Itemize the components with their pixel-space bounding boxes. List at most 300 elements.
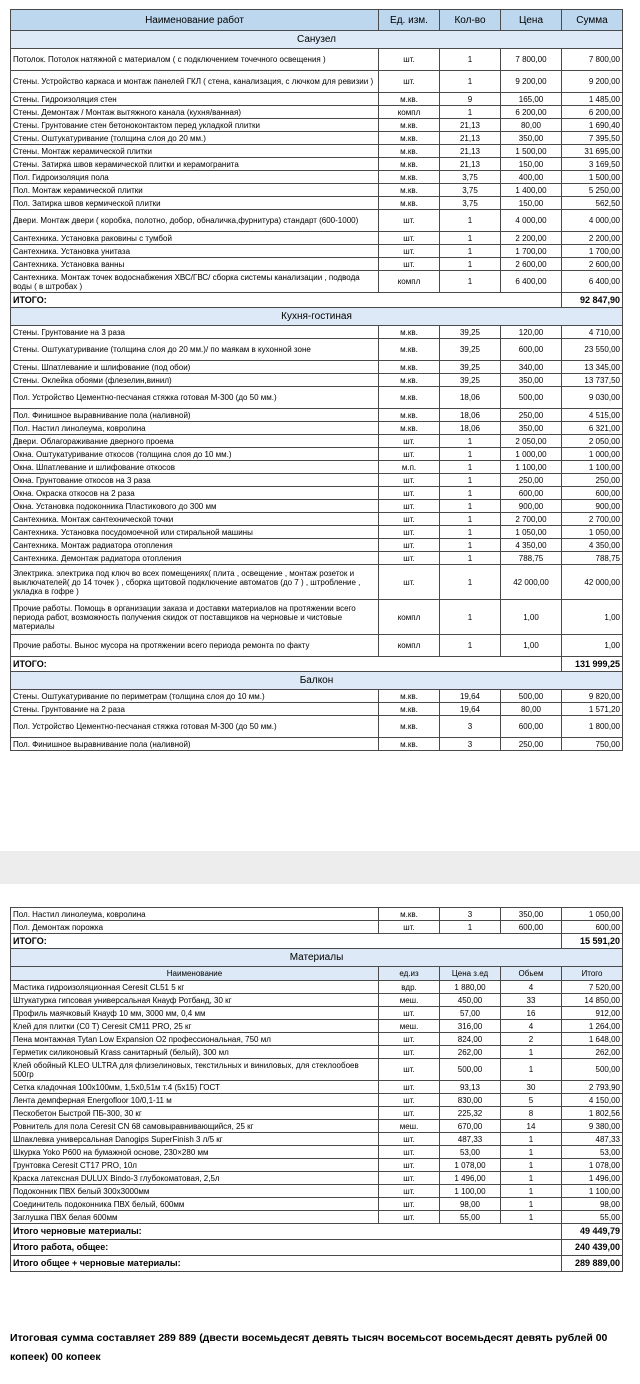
price: 165,00 <box>501 93 562 106</box>
work-name: Стены. Монтаж керамической плитки <box>11 145 379 158</box>
material-name: Грунтовка Ceresit CT17 PRO, 10л <box>11 1159 379 1172</box>
price: 900,00 <box>501 500 562 513</box>
quantity: 1 <box>440 232 501 245</box>
unit: шт. <box>379 1185 440 1198</box>
price: 788,75 <box>501 552 562 565</box>
table-row <box>11 461 623 474</box>
unit: шт. <box>379 435 440 448</box>
work-name: Стены. Оштукатуривание (толщина слоя до 20 мм.)/ по маякам в кухонной зоне <box>11 339 379 361</box>
table-row <box>11 1059 623 1081</box>
unit: меш. <box>379 994 440 1007</box>
unit: шт. <box>379 921 440 934</box>
section-total <box>11 657 623 672</box>
header-price: Цена <box>501 10 562 31</box>
total: 2 793,90 <box>562 1081 623 1094</box>
unit-price: 824,00 <box>440 1033 501 1046</box>
table-row <box>11 326 623 339</box>
quantity: 21,13 <box>440 158 501 171</box>
unit: м.кв. <box>379 184 440 197</box>
summary-text: Итоговая сумма составляет 289 889 (двести восемьдесят девять тысяч восемьсот восемьдесят девять рублей 00 копеек) 00 копеек <box>10 1332 608 1363</box>
table-row <box>11 1146 623 1159</box>
work-name: Окна. Шпатлевание и шлифование откосов <box>11 461 379 474</box>
quantity: 21,13 <box>440 119 501 132</box>
section-title: Материалы <box>11 949 623 967</box>
table-row <box>11 526 623 539</box>
unit: м.кв. <box>379 908 440 921</box>
material-name: Герметик силиконовый Krass санитарный (белый), 300 мл <box>11 1046 379 1059</box>
estimate-table-page-2 <box>10 907 623 1272</box>
total: 1 802,56 <box>562 1107 623 1120</box>
quantity: 1 <box>440 258 501 271</box>
price: 80,00 <box>501 703 562 716</box>
unit: м.кв. <box>379 703 440 716</box>
sum: 1 690,40 <box>562 119 623 132</box>
volume: 8 <box>501 1107 562 1120</box>
unit-price: 262,00 <box>440 1046 501 1059</box>
price: 1 500,00 <box>501 145 562 158</box>
volume: 30 <box>501 1081 562 1094</box>
work-name: Потолок. Потолок натяжной с материалом ( с подключением точечного освещения ) <box>11 49 379 71</box>
table-row <box>11 1033 623 1046</box>
table-row <box>11 921 623 934</box>
table-row <box>11 119 623 132</box>
table-row <box>11 409 623 422</box>
quantity: 21,13 <box>440 145 501 158</box>
unit: м.кв. <box>379 197 440 210</box>
work-name: Прочие работы. Помощь в организации заказа и доставки материалов на протяжении всего периода работ, возможность получения скидок от поставщиков на черновые и чистовые материалы <box>11 600 379 635</box>
final-total-label: Итого черновые материалы: <box>11 1224 562 1240</box>
table-row <box>11 635 623 657</box>
material-name: Ровнитель для пола Ceresit CN 68 самовыравнивающийся, 25 кг <box>11 1120 379 1133</box>
table-header-row <box>11 10 623 31</box>
work-name: Пол. Устройство Цементно-песчаная стяжка готовая М-300 (до 50 мм.) <box>11 387 379 409</box>
unit: м.кв. <box>379 132 440 145</box>
total: 55,00 <box>562 1211 623 1224</box>
price: 600,00 <box>501 339 562 361</box>
work-name: Стены. Оклейка обоями (флезелин,винил) <box>11 374 379 387</box>
unit: вдр. <box>379 981 440 994</box>
unit: м.кв. <box>379 409 440 422</box>
table-row <box>11 908 623 921</box>
table-row <box>11 1120 623 1133</box>
price: 400,00 <box>501 171 562 184</box>
quantity: 1 <box>440 474 501 487</box>
work-name: Пол. Монтаж керамической плитки <box>11 184 379 197</box>
price: 4 000,00 <box>501 210 562 232</box>
volume: 1 <box>501 1159 562 1172</box>
section-total-value: 15 591,20 <box>562 934 623 949</box>
final-total-value: 49 449,79 <box>562 1224 623 1240</box>
unit: шт. <box>379 526 440 539</box>
table-row <box>11 387 623 409</box>
unit: шт. <box>379 232 440 245</box>
total: 487,33 <box>562 1133 623 1146</box>
volume: 33 <box>501 994 562 1007</box>
sum: 13 737,50 <box>562 374 623 387</box>
material-name: Подоконник ПВХ белый 300х3000мм <box>11 1185 379 1198</box>
unit-price: 500,00 <box>440 1059 501 1081</box>
unit: шт. <box>379 1146 440 1159</box>
section-total <box>11 934 623 949</box>
work-name: Сантехника. Установка унитаза <box>11 245 379 258</box>
price: 1 400,00 <box>501 184 562 197</box>
sum: 6 400,00 <box>562 271 623 293</box>
work-name: Стены. Затирка швов керамической плитки и керамогранита <box>11 158 379 171</box>
total: 9 380,00 <box>562 1120 623 1133</box>
unit-price: 98,00 <box>440 1198 501 1211</box>
sum: 2 050,00 <box>562 435 623 448</box>
table-row <box>11 1198 623 1211</box>
total: 1 078,00 <box>562 1159 623 1172</box>
quantity: 19,64 <box>440 703 501 716</box>
work-name: Прочие работы. Вынос мусора на протяжении всего периода ремонта по факту <box>11 635 379 657</box>
quantity: 1 <box>440 245 501 258</box>
unit: шт. <box>379 210 440 232</box>
work-name: Окна. Оштукатуривание откосов (толщина слоя до 10 мм.) <box>11 448 379 461</box>
price: 340,00 <box>501 361 562 374</box>
estimate-table-body <box>11 10 623 751</box>
final-total-value: 289 889,00 <box>562 1256 623 1272</box>
volume: 1 <box>501 1185 562 1198</box>
price: 150,00 <box>501 158 562 171</box>
table-row <box>11 132 623 145</box>
sum: 23 550,00 <box>562 339 623 361</box>
table-row <box>11 565 623 600</box>
table-row <box>11 703 623 716</box>
unit-price: 93,13 <box>440 1081 501 1094</box>
table-row <box>11 690 623 703</box>
sum: 1 050,00 <box>562 908 623 921</box>
materials-header-unit: ед.из <box>379 967 440 981</box>
unit: м.кв. <box>379 387 440 409</box>
unit: м.кв. <box>379 716 440 738</box>
unit: м.кв. <box>379 145 440 158</box>
table-row <box>11 994 623 1007</box>
quantity: 19,64 <box>440 690 501 703</box>
unit: компл <box>379 635 440 657</box>
price: 4 350,00 <box>501 539 562 552</box>
work-name: Пол. Устройство Цементно-песчаная стяжка готовая М-300 (до 50 мм.) <box>11 716 379 738</box>
table-row <box>11 106 623 119</box>
unit: м.кв. <box>379 158 440 171</box>
total: 1 648,00 <box>562 1033 623 1046</box>
section-title: Кухня-гостиная <box>11 308 623 326</box>
unit-price: 1 496,00 <box>440 1172 501 1185</box>
total: 7 520,00 <box>562 981 623 994</box>
table-row <box>11 49 623 71</box>
unit: шт. <box>379 474 440 487</box>
quantity: 9 <box>440 93 501 106</box>
table-row <box>11 513 623 526</box>
quantity: 39,25 <box>440 374 501 387</box>
table-row <box>11 93 623 106</box>
section-total-value: 131 999,25 <box>562 657 623 672</box>
material-name: Пескобетон Быстрой ПБ-300, 30 кг <box>11 1107 379 1120</box>
sum: 7 800,00 <box>562 49 623 71</box>
unit-price: 450,00 <box>440 994 501 1007</box>
price: 350,00 <box>501 374 562 387</box>
quantity: 1 <box>440 635 501 657</box>
price: 1,00 <box>501 600 562 635</box>
section-total-label: ИТОГО: <box>11 657 562 672</box>
table-row <box>11 271 623 293</box>
unit: компл <box>379 271 440 293</box>
unit: м.кв. <box>379 326 440 339</box>
unit-price: 830,00 <box>440 1094 501 1107</box>
work-name: Стены. Оштукатуривание по периметрам (толщина слоя до 10 мм.) <box>11 690 379 703</box>
unit: м.кв. <box>379 119 440 132</box>
header-qty: Кол-во <box>440 10 501 31</box>
material-name: Пена монтажная Tytan Low Expansion O2 профессиональная, 750 мл <box>11 1033 379 1046</box>
material-name: Профиль маячковый Кнауф 10 мм, 3000 мм, 0,4 мм <box>11 1007 379 1020</box>
volume: 1 <box>501 1146 562 1159</box>
sum: 1 500,00 <box>562 171 623 184</box>
table-row <box>11 232 623 245</box>
unit: шт. <box>379 1033 440 1046</box>
volume: 2 <box>501 1033 562 1046</box>
price: 2 600,00 <box>501 258 562 271</box>
material-name: Штукатурка гипсовая универсальная Кнауф Ротбанд, 30 кг <box>11 994 379 1007</box>
material-name: Лента демпферная Energofloor 10/0,1-11 м <box>11 1094 379 1107</box>
table-row <box>11 1133 623 1146</box>
final-total <box>11 1224 623 1240</box>
total: 262,00 <box>562 1046 623 1059</box>
unit: шт. <box>379 245 440 258</box>
price: 350,00 <box>501 422 562 435</box>
materials-header-name: Наименование <box>11 967 379 981</box>
total: 98,00 <box>562 1198 623 1211</box>
final-total <box>11 1256 623 1272</box>
work-name: Сантехника. Установка раковины с тумбой <box>11 232 379 245</box>
table-row <box>11 981 623 994</box>
total: 14 850,00 <box>562 994 623 1007</box>
materials-header-total: Итого <box>562 967 623 981</box>
sum: 42 000,00 <box>562 565 623 600</box>
estimate-table-page-1 <box>10 9 623 751</box>
table-row <box>11 738 623 751</box>
table-row <box>11 435 623 448</box>
unit: м.кв. <box>379 171 440 184</box>
quantity: 39,25 <box>440 339 501 361</box>
work-name: Сантехника. Монтаж точек водоснабжения ХВС/ГВС/ сборка системы канализации , подвода воды ( в штробах ) <box>11 271 379 293</box>
unit: м.кв. <box>379 93 440 106</box>
quantity: 1 <box>440 487 501 500</box>
volume: 4 <box>501 981 562 994</box>
sum: 13 345,00 <box>562 361 623 374</box>
total: 1 100,00 <box>562 1185 623 1198</box>
quantity: 3,75 <box>440 171 501 184</box>
unit: шт. <box>379 500 440 513</box>
table-row <box>11 210 623 232</box>
price: 80,00 <box>501 119 562 132</box>
price: 1 100,00 <box>501 461 562 474</box>
unit-price: 1 880,00 <box>440 981 501 994</box>
price: 120,00 <box>501 326 562 339</box>
header-sum: Сумма <box>562 10 623 31</box>
total: 1 264,00 <box>562 1020 623 1033</box>
unit: шт. <box>379 1046 440 1059</box>
price: 600,00 <box>501 487 562 500</box>
quantity: 39,25 <box>440 361 501 374</box>
work-name: Двери. Облагораживание дверного проема <box>11 435 379 448</box>
quantity: 1 <box>440 271 501 293</box>
price: 250,00 <box>501 738 562 751</box>
material-name: Клей обойный KLEO ULTRA для флизелиновых, текстильных и виниловых, для стеклообоев 500гр <box>11 1059 379 1081</box>
sum: 788,75 <box>562 552 623 565</box>
section-title-row <box>11 308 623 326</box>
price: 500,00 <box>501 387 562 409</box>
table-row <box>11 716 623 738</box>
table-row <box>11 71 623 93</box>
table-row <box>11 500 623 513</box>
work-name: Стены. Гидроизоляция стен <box>11 93 379 106</box>
price: 500,00 <box>501 690 562 703</box>
work-name: Окна. Окраска откосов на 2 раза <box>11 487 379 500</box>
unit-price: 1 078,00 <box>440 1159 501 1172</box>
material-name: Заглушка ПВХ белая 600мм <box>11 1211 379 1224</box>
volume: 1 <box>501 1211 562 1224</box>
table-row <box>11 1211 623 1224</box>
unit: меш. <box>379 1020 440 1033</box>
table-row <box>11 1094 623 1107</box>
price: 2 200,00 <box>501 232 562 245</box>
sum: 7 395,50 <box>562 132 623 145</box>
volume: 1 <box>501 1133 562 1146</box>
unit-price: 670,00 <box>440 1120 501 1133</box>
unit: шт. <box>379 552 440 565</box>
work-name: Стены. Грунтование на 3 раза <box>11 326 379 339</box>
price: 600,00 <box>501 921 562 934</box>
table-row <box>11 552 623 565</box>
unit: шт. <box>379 1059 440 1081</box>
unit: м.кв. <box>379 738 440 751</box>
quantity: 3 <box>440 738 501 751</box>
unit-price: 316,00 <box>440 1020 501 1033</box>
quantity: 1 <box>440 526 501 539</box>
unit: шт. <box>379 1081 440 1094</box>
sum: 562,50 <box>562 197 623 210</box>
final-total <box>11 1240 623 1256</box>
unit-price: 487,33 <box>440 1133 501 1146</box>
sum: 3 169,50 <box>562 158 623 171</box>
quantity: 1 <box>440 921 501 934</box>
unit: компл <box>379 106 440 119</box>
materials-header-row <box>11 967 623 981</box>
unit: шт. <box>379 1094 440 1107</box>
quantity: 1 <box>440 513 501 526</box>
price: 250,00 <box>501 474 562 487</box>
table-row <box>11 1081 623 1094</box>
work-name: Сантехника. Установка ванны <box>11 258 379 271</box>
section-title-row <box>11 949 623 967</box>
sum: 250,00 <box>562 474 623 487</box>
table-row <box>11 1046 623 1059</box>
volume: 14 <box>501 1120 562 1133</box>
unit: шт. <box>379 1159 440 1172</box>
unit: м.п. <box>379 461 440 474</box>
header-unit: Ед. изм. <box>379 10 440 31</box>
work-name: Стены. Шпатлевание и шлифование (под обои) <box>11 361 379 374</box>
price: 1,00 <box>501 635 562 657</box>
work-name: Пол. Затирка швов кермической плитки <box>11 197 379 210</box>
work-name: Сантехника. Монтаж радиатора отопления <box>11 539 379 552</box>
unit: м.кв. <box>379 690 440 703</box>
material-name: Сетка кладочная 100х100мм, 1,5х0,51м т.4 (5х15) ГОСТ <box>11 1081 379 1094</box>
table-row <box>11 1159 623 1172</box>
price: 1 700,00 <box>501 245 562 258</box>
sum: 1 700,00 <box>562 245 623 258</box>
unit: шт. <box>379 49 440 71</box>
quantity: 1 <box>440 565 501 600</box>
table-row <box>11 361 623 374</box>
table-row <box>11 422 623 435</box>
sum: 600,00 <box>562 487 623 500</box>
material-name: Шпаклевка универсальная Danogips SuperFinish 3 л/5 кг <box>11 1133 379 1146</box>
sum: 6 321,00 <box>562 422 623 435</box>
work-name: Сантехника. Установка посудомоечной или стиральной машины <box>11 526 379 539</box>
volume: 4 <box>501 1020 562 1033</box>
quantity: 3 <box>440 908 501 921</box>
work-name: Сантехника. Монтаж сантехнической точки <box>11 513 379 526</box>
unit: м.кв. <box>379 374 440 387</box>
unit: шт. <box>379 1172 440 1185</box>
work-name: Пол. Гидроизоляция пола <box>11 171 379 184</box>
volume: 1 <box>501 1046 562 1059</box>
quantity: 1 <box>440 461 501 474</box>
unit: шт. <box>379 513 440 526</box>
table-row <box>11 158 623 171</box>
price: 150,00 <box>501 197 562 210</box>
table-row <box>11 339 623 361</box>
unit-price: 55,00 <box>440 1211 501 1224</box>
material-name: Мастика гидроизоляционная Ceresit CL51 5 кг <box>11 981 379 994</box>
sum: 750,00 <box>562 738 623 751</box>
table-row <box>11 374 623 387</box>
table-row <box>11 258 623 271</box>
section-title-row <box>11 31 623 49</box>
total: 4 150,00 <box>562 1094 623 1107</box>
section-title: Санузел <box>11 31 623 49</box>
sum: 6 200,00 <box>562 106 623 119</box>
quantity: 18,06 <box>440 387 501 409</box>
quantity: 1 <box>440 448 501 461</box>
table-row <box>11 171 623 184</box>
table-row <box>11 539 623 552</box>
unit: шт. <box>379 71 440 93</box>
total: 1 496,00 <box>562 1172 623 1185</box>
quantity: 18,06 <box>440 422 501 435</box>
section-total-label: ИТОГО: <box>11 934 562 949</box>
sum: 1 485,00 <box>562 93 623 106</box>
sum: 600,00 <box>562 921 623 934</box>
sum: 5 250,00 <box>562 184 623 197</box>
sum: 9 820,00 <box>562 690 623 703</box>
final-total-label: Итого работа, общее: <box>11 1240 562 1256</box>
quantity: 1 <box>440 500 501 513</box>
table-row <box>11 474 623 487</box>
unit-price: 57,00 <box>440 1007 501 1020</box>
table-row <box>11 145 623 158</box>
work-name: Окна. Грунтование откосов на 3 раза <box>11 474 379 487</box>
unit: меш. <box>379 1120 440 1133</box>
price: 42 000,00 <box>501 565 562 600</box>
estimate-table-body-continued <box>11 908 623 1272</box>
unit: компл <box>379 600 440 635</box>
total: 912,00 <box>562 1007 623 1020</box>
quantity: 1 <box>440 435 501 448</box>
table-row <box>11 1007 623 1020</box>
sum: 9 200,00 <box>562 71 623 93</box>
